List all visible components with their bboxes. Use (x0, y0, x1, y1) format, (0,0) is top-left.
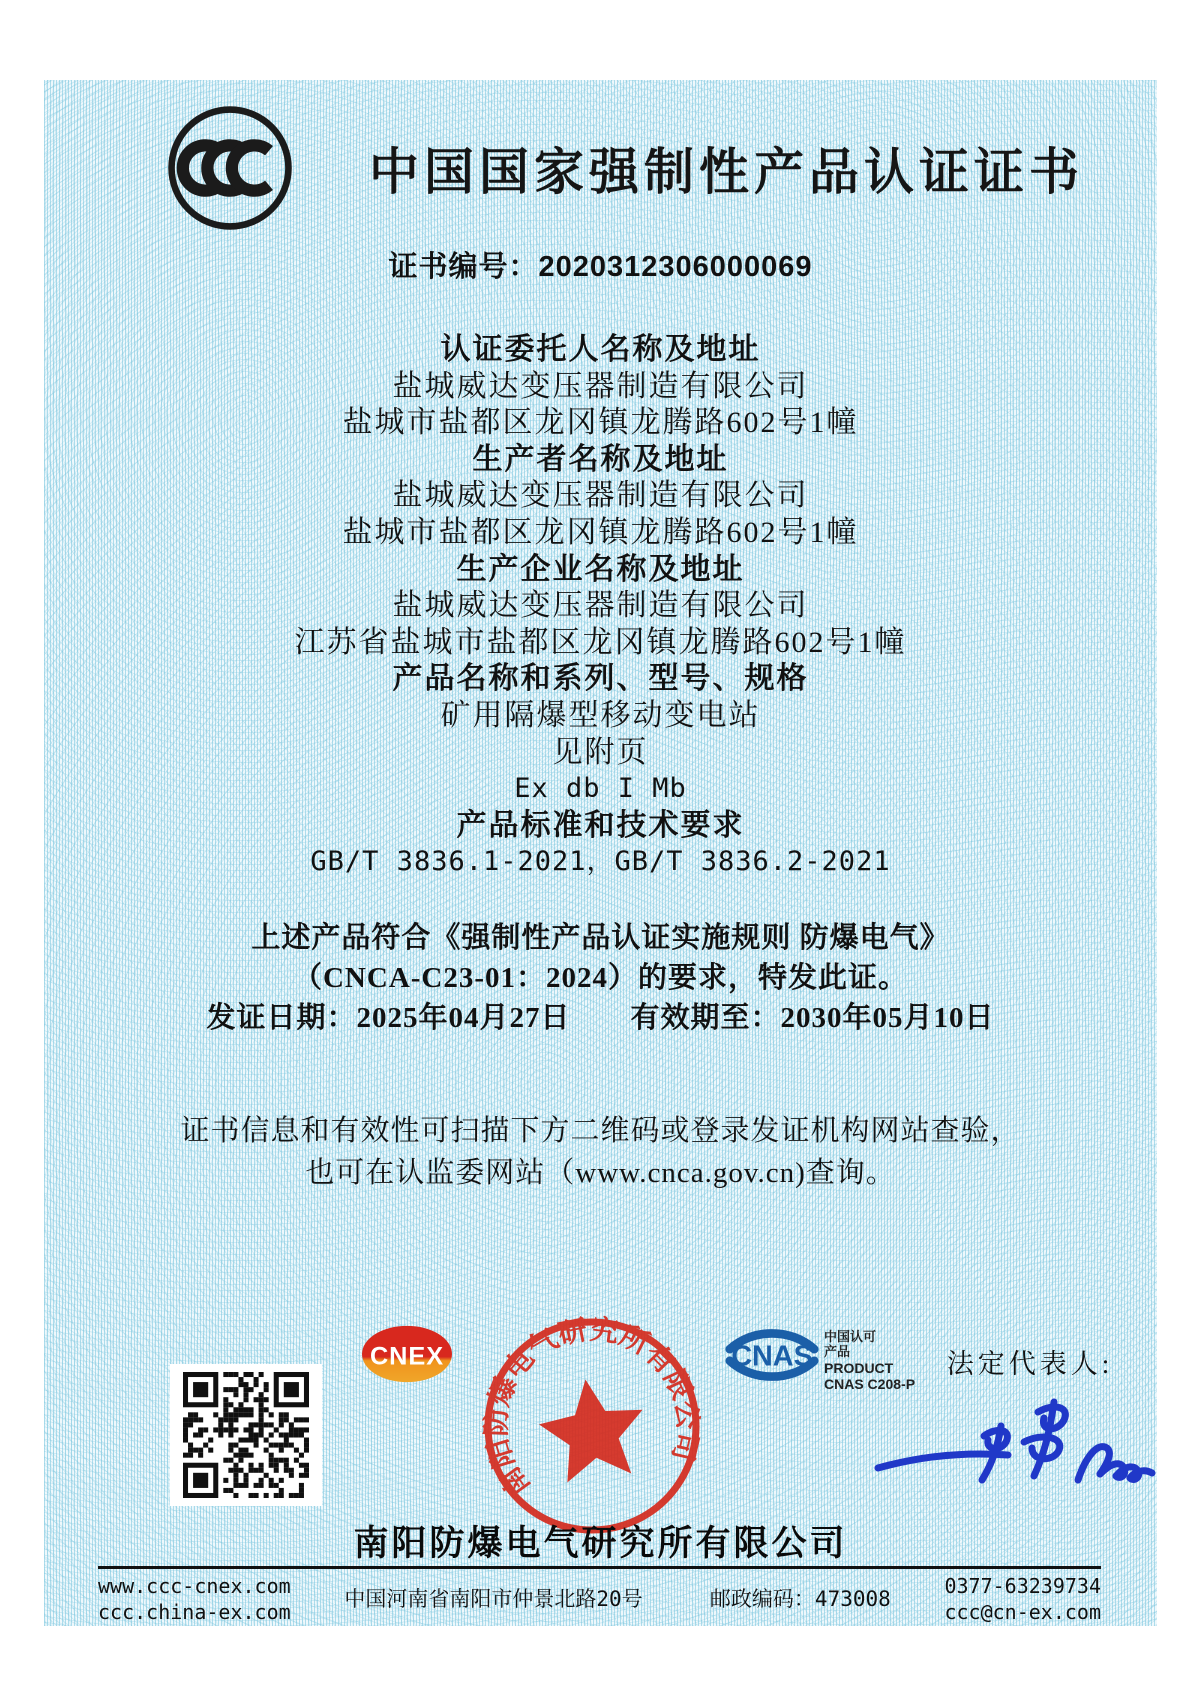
certificate-title: 中国国家强制性产品认证证书 (369, 144, 1084, 200)
field-producer-label: 生产者名称及地址 (472, 442, 729, 476)
field-standard-value: GB/T 3836.1-2021，GB/T 3836.2-2021 (310, 846, 891, 878)
field-producer-name: 盐城威达变压器制造有限公司 (392, 479, 809, 513)
certificate-header (164, 94, 1157, 242)
statement-dates-line: 发证日期：2025年04月27日 有效期至：2030年05月10日 (206, 1002, 995, 1034)
footer-phone: 0377-63239734 (944, 1574, 1101, 1598)
legal-representative-signature (866, 1388, 1166, 1498)
cnas-side-line-1: 中国认可 (824, 1329, 877, 1344)
conformity-statement (44, 918, 1157, 1038)
field-product-label: 产品名称和系列、型号、规格 (392, 662, 809, 696)
field-product-attachment: 见附页 (552, 735, 649, 769)
ccc-logo-icon (164, 102, 296, 234)
cnas-side-line-4: CNAS C208-P (824, 1375, 916, 1392)
footer-website-2: ccc.china-ex.com (98, 1600, 291, 1624)
cnas-logo-icon (724, 1326, 820, 1384)
field-factory-name: 盐城威达变压器制造有限公司 (392, 589, 809, 623)
cnas-mark (724, 1326, 915, 1392)
footer-websites (98, 1573, 291, 1625)
cnex-logo (360, 1324, 454, 1384)
footer-address: 中国河南省南阳市仲景北路20号 (344, 1587, 643, 1611)
stamp-star (534, 1372, 651, 1485)
footer-divider (98, 1566, 1101, 1569)
verification-notice (44, 1110, 1157, 1194)
field-applicant-label: 认证委托人名称及地址 (440, 333, 761, 366)
notice-line-1: 证书信息和有效性可扫描下方二维码或登录发证机构网站查验， (180, 1115, 1021, 1147)
footer (98, 1576, 1101, 1622)
field-factory-address: 江苏省盐城市盐都区龙冈镇龙腾路602号1幢 (294, 625, 907, 659)
statement-line-1: 上述产品符合《强制性产品认证实施规则 防爆电气》 (251, 922, 950, 954)
issuer-org-name: 南阳防爆电气研究所有限公司 (353, 1524, 848, 1563)
cnex-logo-text: CNEX (369, 1342, 445, 1371)
statement-line-2: （CNCA-C23-01：2024）的要求，特发此证。 (292, 962, 909, 994)
stamp-text: 南阳防爆电气研究所有限公司 (481, 1314, 703, 1502)
field-product-name: 矿用隔爆型移动变电站 (440, 698, 761, 732)
field-standard-label: 产品标准和技术要求 (456, 808, 745, 842)
footer-contacts (944, 1573, 1101, 1625)
field-applicant-name: 盐城威达变压器制造有限公司 (392, 369, 809, 403)
notice-line-2: 也可在认监委网站（www.cnca.gov.cn)查询。 (305, 1157, 896, 1189)
field-producer-address: 盐城市盐都区龙冈镇龙腾路602号1幢 (342, 515, 859, 549)
cnas-side-text (824, 1330, 915, 1392)
footer-email: ccc@cn-ex.com (944, 1600, 1101, 1624)
cnas-side-line-2: 产品 (824, 1343, 851, 1359)
footer-address-block (344, 1586, 890, 1612)
field-factory-label: 生产企业名称及地址 (456, 552, 745, 586)
certificate-fields (44, 332, 1157, 881)
cnas-logo-text: CNAS (731, 1340, 813, 1373)
qr-code (170, 1364, 322, 1506)
footer-website-1: www.ccc-cnex.com (98, 1574, 291, 1598)
certificate-panel (44, 80, 1157, 1626)
certificate-number: 证书编号：2020312306000069 (388, 251, 813, 283)
footer-postcode: 邮政编码：473008 (709, 1587, 891, 1611)
legal-representative-label: 法定代表人: (946, 1349, 1114, 1379)
field-product-ex-marking: Ex db I Mb (514, 773, 687, 805)
cnas-side-line-3: PRODUCT (824, 1359, 894, 1376)
field-applicant-address: 盐城市盐都区龙冈镇龙腾路602号1幢 (342, 406, 859, 440)
